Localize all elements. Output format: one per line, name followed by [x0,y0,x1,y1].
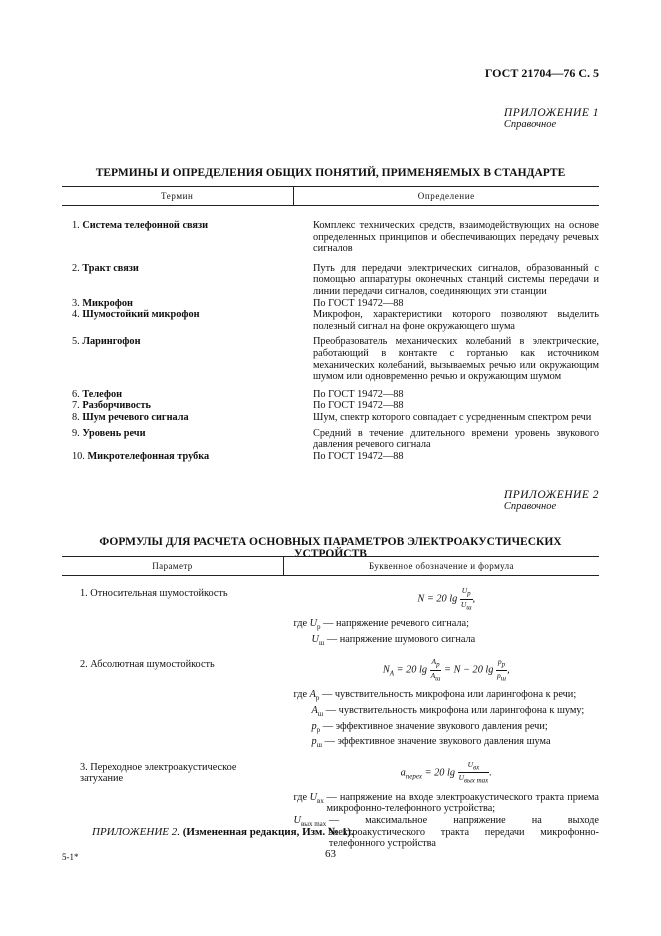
appendix-2-title-label: ПРИЛОЖЕНИЕ 2 [503,489,599,501]
table-row: 6. Телефон По ГОСТ 19472—88 [72,388,404,400]
appendix-2-sublabel: Справочное [503,501,557,512]
formulas-table [62,556,599,850]
appendix-2-heading: ФОРМУЛЫ ДЛЯ РАСЧЕТА ОСНОВНЫХ ПАРАМЕТРОВ ЭЛЕКТРОАКУСТИЧЕСКИХ УСТРОЙСТВ [99,536,562,560]
table-row: 10. Микротелефонная трубка По ГОСТ 19472—88 [72,450,404,462]
column-header-parameter: Параметр [62,557,284,576]
parameter-2-name: 2. Абсолютная шумостойкость [80,659,215,671]
appendix-1-heading: ТЕРМИНЫ И ОПРЕДЕЛЕНИЯ ОБЩИХ ПОНЯТИЙ, ПРИМЕНЯЕМЫХ В СТАНДАРТЕ [95,167,566,179]
appendix-2-label [504,489,599,512]
table-row: 9. Уровень речи Средний в течение длительного времени уровень звукового давления речевого сигнала [72,427,599,451]
table-row: 8. Шум речевого сигнала Шум, спектр которого совпадает с усредненным спектром речи [72,411,592,423]
table-row: 5. Ларингофон Преобразователь механических колебаний в электрические, работающий в контакте с гортанью как источником механических колебаний, вызываемых речью или окружающим шумом или одновременно речью и окружающим шумом [72,336,599,383]
table-row: 4. Шумостойкий микрофон Микрофон, характеристики которого позволяют выделить полезный сигнал на фоне окружающего шума [72,309,599,332]
table-row: 1. Система телефонной связи Комплекс технических средств, взаимодействующих на основе определенных принципов и обеспечивающих передачу речевых сигналов [72,220,599,255]
formula-relative-noise-immunity: N = 20 lg $\frac{U_р}{U_ш}$ , [417,586,476,611]
appendix-1-label [504,107,599,130]
formula-legend: где $U_р$ — напряжение речевого сигнала; $U_ш$ — напряжение шумового сигнала [293,618,476,647]
appendix-1-sublabel: Справочное [503,119,557,130]
page-number: 63 [325,848,336,860]
formula-legend: где $A_р$ — чувствительность микрофона или ларингофона к речи; $A_ш$ — чувствительность микрофона или ларингофона к шуму; $p_р$ — эффективное значение звукового давления речи; $p_ш$ — эффективное значение звукового давления шума [293,689,585,750]
table-row: 7. Разборчивость По ГОСТ 19472—88 [72,400,404,412]
terms-table [62,186,599,462]
parameter-3-name: 3. Переходное электроакустическое затухание [80,761,237,785]
column-header-definition: Определение [293,187,599,206]
table-row [62,649,599,752]
column-header-term: Термин [62,187,293,206]
appendix-1-title-label: ПРИЛОЖЕНИЕ 1 [503,107,599,119]
print-mark: 5-1* [62,852,79,862]
parameter-1-name: 1. Относительная шумостойкость [80,588,228,599]
table-row: 2. Тракт связи Путь для передачи электрических сигналов, образованный с помощью аппаратуры оконечных станций системы передачи и линии передачи сигналов, соединяющих эти станции [72,262,599,297]
column-header-formula: Буквенное обозначение и формула [284,557,600,576]
formula-absolute-noise-immunity: $N_A = 20$ lg $\frac{A_р}{A_ш}$ = N − 20 lg $\frac{p_р}{p_ш}$ , [382,657,510,683]
formula-crosstalk-attenuation: $a_{перех} = 20$ lg $\frac{U_{вх}}{U_{вых max}}$ . [400,759,492,785]
table-row: 3. Микрофон По ГОСТ 19472—88 [72,297,404,309]
table-row [62,576,599,650]
formula-legend: где $U_{вх}$ — напряжение на входе электроакустического тракта приема микрофонно-телефонного устройства; $U_{вых max}$ — максимальное напряжение на выходе электроакустического тракта передачи микрофонно-телефонного устройства [293,791,599,850]
standard-code: ГОСТ 21704—76 С. 5 [484,66,599,80]
amendment-note: ПРИЛОЖЕНИЕ 2. (Измененная редакция, Изм. № 1). [92,826,354,838]
